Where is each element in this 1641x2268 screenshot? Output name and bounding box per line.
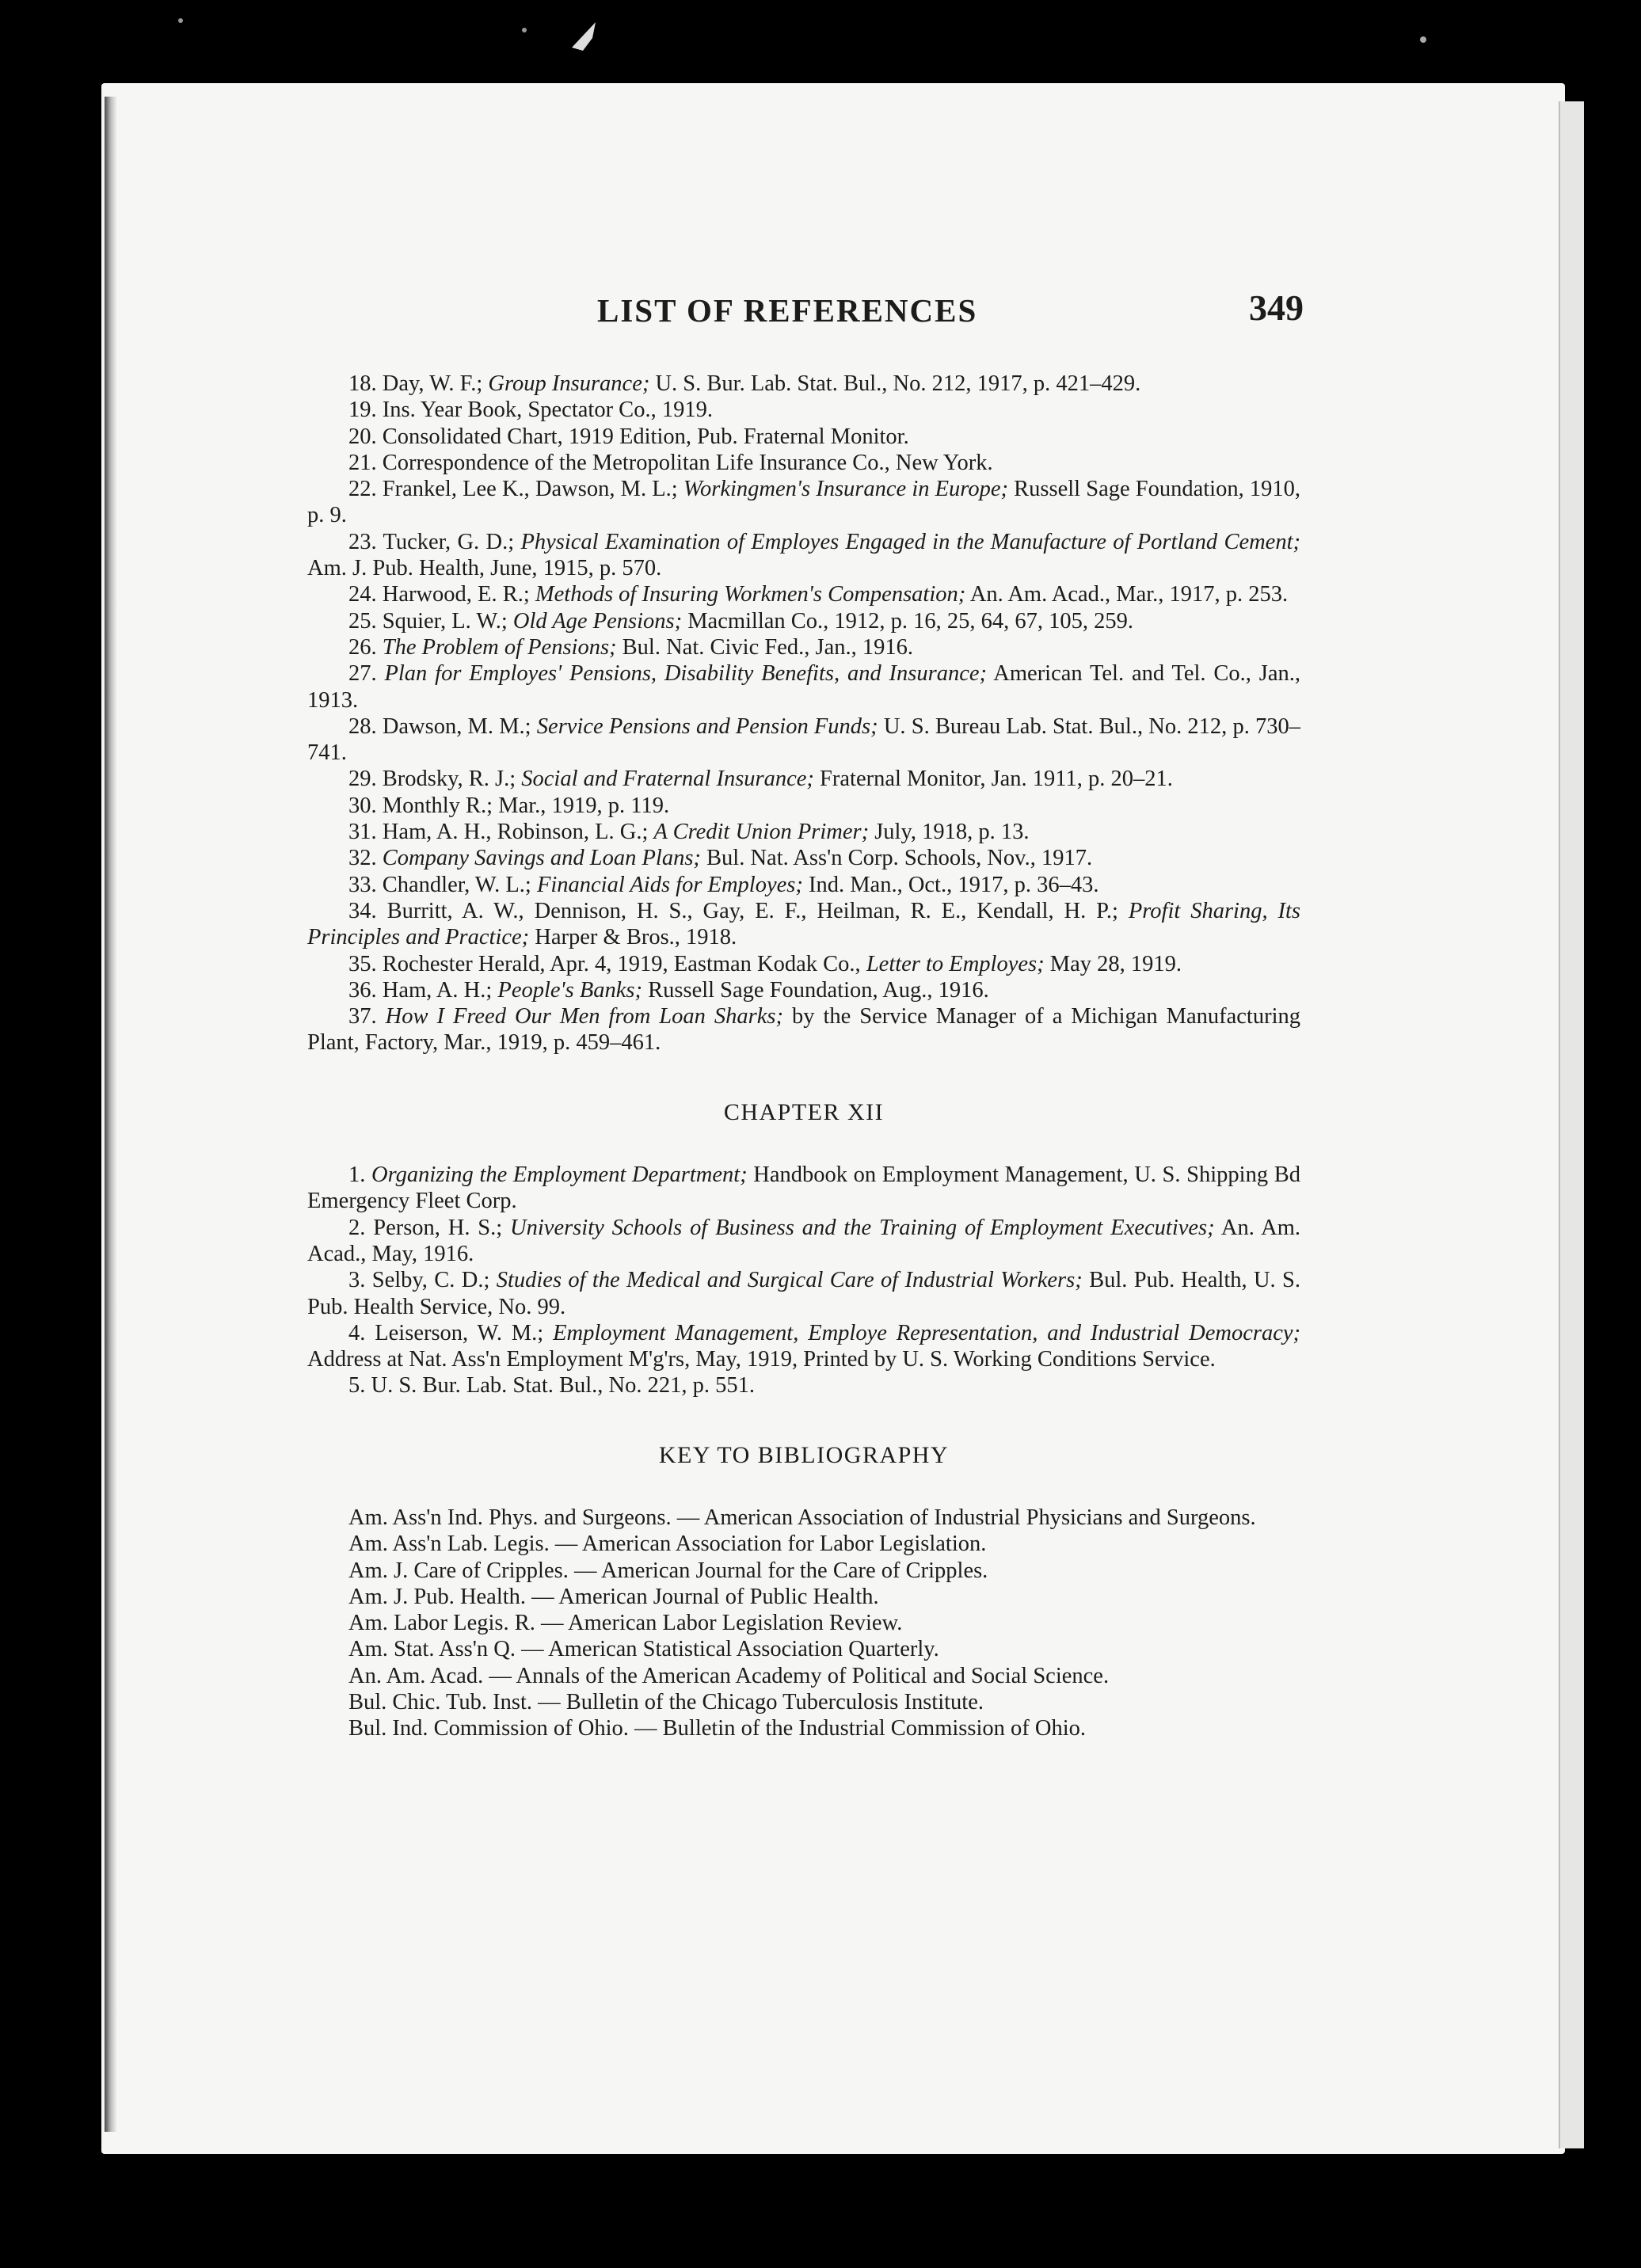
reference-author: Harwood, E. R.;	[382, 582, 530, 607]
reference-author: Leiserson, W. M.;	[375, 1320, 544, 1345]
running-title: LIST OF REFERENCES	[597, 292, 978, 329]
reference-author: Rochester Herald, Apr. 4, 1919, Eastman Kodak Co.,	[382, 951, 861, 976]
reference-author: Burritt, A. W., Dennison, H. S., Gay, E. F., Heilman, R. E., Kendall, H. P.;	[386, 898, 1118, 923]
reference-title: The Problem of Pensions;	[382, 634, 617, 660]
reference-source: by the Service Manager of a Michigan Manufacturing Plant, Factory, Mar., 1919, p. 459–461.	[307, 1004, 1300, 1056]
reference-title: Physical Examination of Employes Engaged in the Manufacture of Portland Cement;	[520, 529, 1300, 554]
reference-author: Squier, L. W.;	[382, 608, 508, 634]
reference-source: Am. J. Pub. Health, June, 1915, p. 570.	[307, 556, 662, 581]
reference-source: American Tel. and Tel. Co., Jan., 1913.	[307, 661, 1301, 713]
reference-author: Day, W. F.;	[382, 371, 483, 396]
reference-source: Fraternal Monitor, Jan. 1911, p. 20–21.	[820, 767, 1173, 792]
reference-list	[307, 371, 1300, 1056]
reference-number: 36.	[348, 977, 377, 1003]
reference-number: 18.	[348, 371, 377, 396]
reference-author: Brodsky, R. J.;	[382, 767, 516, 792]
reference-number: 29.	[348, 767, 377, 792]
page-gutter-shadow	[105, 97, 117, 2132]
scan-border	[0, 0, 1641, 83]
reference-source: Bul. Nat. Ass'n Corp. Schools, Nov., 1917.	[706, 846, 1093, 871]
page-edge	[1559, 101, 1584, 2148]
reference-title: Plan for Employes' Pensions, Disability Benefits, and Insurance;	[384, 661, 988, 687]
reference-entry	[307, 660, 1300, 714]
reference-entry	[307, 371, 1300, 397]
reference-entry	[307, 1372, 1300, 1398]
reference-entry	[307, 951, 1300, 977]
reference-number: 24.	[348, 582, 377, 607]
reference-number: 37.	[348, 1004, 377, 1029]
reference-number: 27.	[348, 661, 377, 687]
reference-number: 2.	[348, 1215, 366, 1240]
reference-author: Chandler, W. L.;	[382, 872, 531, 897]
reference-author: Consolidated Chart, 1919 Edition, Pub. Fraternal Monitor.	[382, 424, 909, 449]
reference-number: 4.	[348, 1320, 366, 1345]
reference-author: Dawson, M. M.;	[382, 714, 531, 739]
reference-title: Methods of Insuring Workmen's Compensation;	[535, 582, 966, 607]
reference-title: A Credit Union Primer;	[653, 820, 870, 845]
reference-entry	[307, 1162, 1300, 1215]
reference-author: Correspondence of the Metropolitan Life Insurance Co., New York.	[382, 450, 993, 475]
key-entry: Am. Labor Legis. R. — American Labor Legislation Review.	[348, 1611, 903, 1636]
reference-entry	[307, 1215, 1300, 1268]
reference-author: Person, H. S.;	[373, 1215, 503, 1240]
reference-title: Organizing the Employment Department;	[371, 1163, 748, 1188]
reference-source: An. Am. Acad., May, 1916.	[307, 1215, 1301, 1266]
reference-entry	[307, 608, 1300, 634]
reference-number: 25.	[348, 608, 377, 634]
reference-source: Russell Sage Foundation, Aug., 1916.	[648, 977, 989, 1003]
reference-source: Ind. Man., Oct., 1917, p. 36–43.	[808, 872, 1099, 897]
reference-entry	[307, 581, 1300, 607]
reference-entry	[307, 634, 1300, 660]
reference-author: Selby, C. D.;	[371, 1268, 490, 1293]
reference-source: Address at Nat. Ass'n Employment M'g'rs, May, 1919, Printed by U. S. Working Conditions Service.	[307, 1347, 1216, 1372]
reference-entry	[307, 898, 1300, 951]
reference-title: Letter to Employes;	[866, 951, 1045, 976]
reference-number: 28.	[348, 714, 377, 739]
chapter-heading: CHAPTER XII	[723, 1098, 885, 1125]
reference-number: 33.	[348, 872, 377, 897]
reference-source: Bul. Nat. Civic Fed., Jan., 1916.	[622, 634, 913, 660]
reference-number: 5.	[348, 1373, 366, 1398]
key-heading: KEY TO BIBLIOGRAPHY	[658, 1441, 950, 1468]
reference-author: Tucker, G. D.;	[383, 529, 515, 554]
key-entry: Am. Ass'n Ind. Phys. and Surgeons. — American Association of Industrial Physicians and Surgeons.	[348, 1505, 1256, 1530]
reference-entry	[307, 397, 1300, 423]
reference-number: 23.	[348, 529, 377, 554]
reference-number: 26.	[348, 634, 377, 660]
reference-entry	[307, 1003, 1300, 1056]
reference-title: Company Savings and Loan Plans;	[382, 846, 701, 871]
reference-number: 34.	[348, 898, 377, 923]
reference-number: 21.	[348, 450, 377, 475]
reference-source: An. Am. Acad., Mar., 1917, p. 253.	[969, 582, 1289, 607]
reference-title: How I Freed Our Men from Loan Sharks;	[385, 1004, 783, 1029]
key-entry: Am. Ass'n Lab. Legis. — American Association for Labor Legislation.	[348, 1532, 987, 1557]
reference-entry	[307, 793, 1300, 819]
reference-source: Russell Sage Foundation, 1910, p. 9.	[307, 477, 1301, 528]
reference-source: U. S. Bur. Lab. Stat. Bul., No. 212, 1917, p. 421–429.	[655, 371, 1141, 396]
key-entry: Am. J. Care of Cripples. — American Journal for the Care of Cripples.	[348, 1558, 988, 1583]
reference-number: 1.	[348, 1163, 366, 1188]
running-head	[307, 287, 1304, 331]
reference-source: Macmillan Co., 1912, p. 16, 25, 64, 67, 105, 259.	[687, 608, 1134, 634]
key-list	[307, 1505, 1300, 1742]
reference-entry	[307, 819, 1300, 845]
page-number: 349	[1249, 287, 1304, 328]
reference-number: 35.	[348, 951, 377, 976]
key-entry: Bul. Ind. Commission of Ohio. — Bulletin of the Industrial Commission of Ohio.	[348, 1716, 1086, 1741]
reference-author: Ins. Year Book, Spectator Co., 1919.	[382, 398, 713, 423]
reference-number: 32.	[348, 846, 377, 871]
scan-speck-marks	[0, 0, 1641, 83]
reference-title: Financial Aids for Employes;	[536, 872, 803, 897]
reference-entry	[307, 1267, 1300, 1320]
reference-entry	[307, 529, 1300, 582]
reference-entry	[307, 977, 1300, 1003]
reference-number: 3.	[348, 1268, 366, 1293]
key-entry: Bul. Chic. Tub. Inst. — Bulletin of the Chicago Tuberculosis Institute.	[348, 1690, 984, 1715]
reference-author: Monthly R.; Mar., 1919, p. 119.	[382, 793, 670, 818]
reference-title: University Schools of Business and the Training of Employment Executives;	[510, 1215, 1215, 1240]
reference-entry	[307, 424, 1300, 450]
reference-source: May 28, 1919.	[1049, 951, 1182, 976]
reference-title: Employment Management, Employe Representation, and Industrial Democracy;	[553, 1320, 1301, 1345]
reference-title: Social and Fraternal Insurance;	[521, 767, 814, 792]
reference-author: U. S. Bur. Lab. Stat. Bul., No. 221, p. 551.	[371, 1373, 756, 1398]
reference-entry	[307, 872, 1300, 898]
reference-number: 20.	[348, 424, 377, 449]
reference-entry	[307, 1320, 1300, 1373]
reference-number: 30.	[348, 793, 377, 818]
reference-source: July, 1918, p. 13.	[874, 820, 1030, 845]
reference-title: Studies of the Medical and Surgical Care of Industrial Workers;	[496, 1268, 1083, 1293]
reference-entry	[307, 450, 1300, 476]
reference-title: Old Age Pensions;	[512, 608, 683, 634]
reference-title: Service Pensions and Pension Funds;	[536, 714, 878, 739]
reference-source: Bul. Pub. Health, U. S. Pub. Health Service, No. 99.	[307, 1268, 1301, 1319]
reference-number: 22.	[348, 477, 377, 502]
reference-source: Handbook on Employment Management, U. S. Shipping Bd Emergency Fleet Corp.	[307, 1163, 1300, 1214]
reference-title: Workingmen's Insurance in Europe;	[683, 477, 1008, 502]
text-body	[307, 371, 1300, 1742]
reference-source: Harper & Bros., 1918.	[535, 925, 737, 950]
reference-entry	[307, 714, 1300, 767]
reference-entry	[307, 845, 1300, 871]
reference-author: Ham, A. H., Robinson, L. G.;	[382, 820, 649, 845]
key-entry: Am. Stat. Ass'n Q. — American Statistical Association Quarterly.	[348, 1637, 939, 1662]
reference-entry	[307, 766, 1300, 792]
reference-number: 31.	[348, 820, 377, 845]
reference-source: U. S. Bureau Lab. Stat. Bul., No. 212, p. 730–741.	[307, 714, 1301, 766]
reference-title: Group Insurance;	[488, 371, 650, 396]
key-entry: Am. J. Pub. Health. — American Journal of Public Health.	[348, 1584, 879, 1609]
chapter-reference-list	[307, 1162, 1300, 1399]
reference-title: People's Banks;	[497, 977, 642, 1003]
key-entry: An. Am. Acad. — Annals of the American Academy of Political and Social Science.	[348, 1663, 1110, 1688]
reference-title: Profit Sharing, Its Principles and Practice;	[307, 898, 1301, 950]
reference-author: Ham, A. H.;	[382, 977, 493, 1003]
reference-author: Frankel, Lee K., Dawson, M. L.;	[382, 477, 678, 502]
reference-entry	[307, 476, 1300, 529]
reference-number: 19.	[348, 398, 377, 423]
